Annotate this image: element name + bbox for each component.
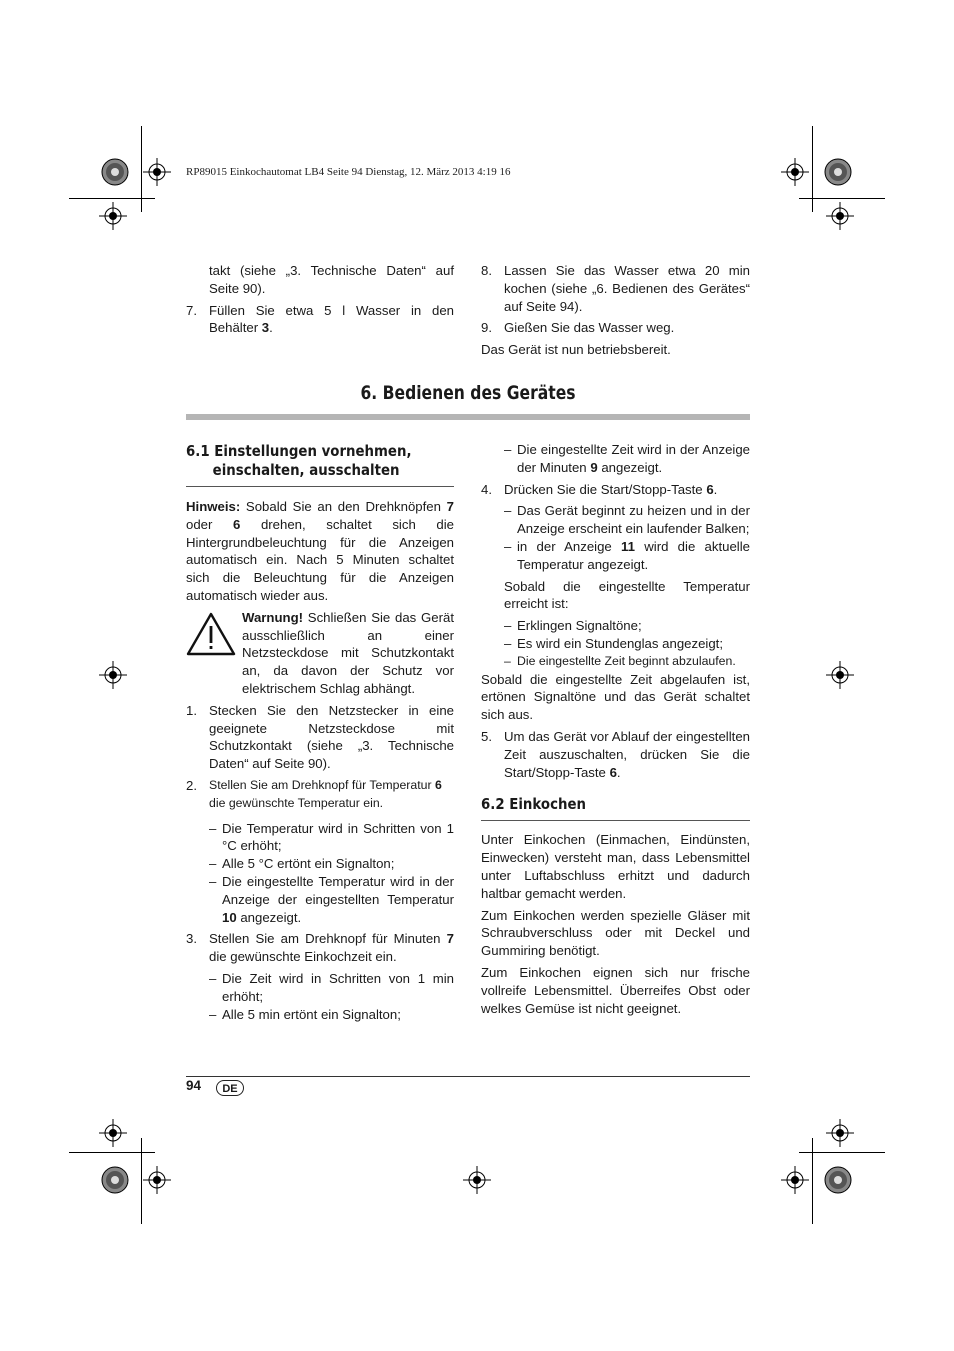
paragraph: Zum Einkochen eignen sich nur frische vollreife Lebensmittel. Überreifes Obst oder welkes Gemüse ist nicht geeignet. — [481, 964, 750, 1016]
registration-mark-icon — [826, 202, 854, 230]
ready-text: Das Gerät ist nun betriebsbereit. — [481, 342, 671, 358]
heading-6-2-rule — [481, 820, 750, 821]
color-target-icon — [102, 1167, 128, 1193]
step-5: 5. Um das Gerät vor Ablauf der eingestellten Zeit auszuschalten, drücken Sie die Start/Stopp-Taste 6. — [481, 728, 750, 780]
registration-mark-icon — [781, 158, 809, 186]
elapsed-text: Sobald die eingestellte Zeit abgelaufen ist, ertönen Signaltöne und das Gerät schaltet sich aus. — [481, 671, 750, 723]
registration-mark-icon — [99, 661, 127, 689]
paragraph: Unter Einkochen (Einmachen, Eindünsten, Einwecken) versteht man, dass Lebensmittel unter Luftabschluss erhitzt und dadurch haltbar gemacht werden. — [481, 832, 750, 901]
top-right-block — [481, 262, 750, 363]
heading-6-1-rule — [186, 486, 454, 487]
step-7: 7. Füllen Sie etwa 5 l Wasser in den Behälter 3. — [186, 302, 454, 336]
section-title: 6. Bedienen des Gerätes — [360, 382, 576, 404]
registration-mark-icon — [99, 202, 127, 230]
registration-mark-icon — [99, 1119, 127, 1147]
list-item: – Die eingestellte Temperatur wird in der Anzeige der eingestellten Temperatur 10 angezeigt. — [209, 873, 454, 925]
step-2-details — [186, 817, 454, 927]
footer-rule — [186, 1076, 750, 1077]
registration-mark-icon — [143, 158, 171, 186]
print-header: RP89015 Einkochautomat LB4 Seite 94 Dienstag, 12. März 2013 4:19 16 — [186, 166, 511, 178]
step-4-details — [481, 502, 750, 670]
list-item: – Die eingestellte Zeit wird in der Anzeige der Minuten 9 angezeigt. — [504, 442, 750, 475]
heading-6-1: 6.1 Einstellungen vornehmen, einschalten, ausschalten — [186, 442, 412, 479]
left-column — [186, 442, 454, 1023]
warning-block — [186, 609, 454, 698]
list-item: – Alle 5 min ertönt ein Signalton; — [209, 1006, 401, 1022]
list-item: – Alle 5 °C ertönt ein Signalton; — [209, 856, 395, 872]
list-item: – Die Temperatur wird in Schritten von 1 °C erhöht; — [209, 820, 454, 854]
step-4: 4. Drücken Sie die Start/Stopp-Taste 6. — [481, 481, 718, 497]
page-number: 94 — [186, 1078, 202, 1093]
warning-icon — [186, 609, 242, 698]
registration-mark-icon — [463, 1166, 491, 1194]
step-2: 2. Stellen Sie am Drehknopf für Temperatur 6 die gewünschte Temperatur ein. — [186, 777, 442, 810]
step-3-cont — [481, 441, 750, 477]
reached-text: Sobald die eingestellte Temperatur erreicht ist: — [504, 578, 750, 612]
note-paragraph: Hinweis: Sobald Sie an den Drehknöpfen 7 oder 6 drehen, schaltet sich die Hintergrundbeleuchtung für die Anzeigen automatisch ein. Nach 5 Minuten schaltet sich die Beleuchtung für die Anzeigen automatisch wieder aus. — [186, 499, 454, 603]
list-item: – Das Gerät beginnt zu heizen und in der Anzeige erscheint ein laufender Balken; — [504, 503, 750, 537]
color-target-icon — [825, 159, 851, 185]
right-column — [481, 441, 750, 1021]
list-item: – Die Zeit wird in Schritten von 1 min erhöht; — [209, 970, 454, 1004]
registration-mark-icon — [826, 1119, 854, 1147]
top-left-block — [186, 262, 454, 341]
step-3: 3. Stellen Sie am Drehknopf für Minuten 7 die gewünschte Einkochzeit ein. — [186, 931, 454, 965]
registration-mark-icon — [826, 661, 854, 689]
list-item: – in der Anzeige 11 wird die aktuelle Temperatur angezeigt. — [504, 538, 750, 572]
step-8: 8. Lassen Sie das Wasser etwa 20 min kochen (siehe „6. Bedienen des Gerätes“ auf Seite 94). — [481, 263, 750, 314]
section-title-rule — [186, 414, 750, 420]
language-badge: DE — [216, 1080, 244, 1096]
paragraph: Zum Einkochen werden spezielle Gläser mit Schraubverschluss oder mit Deckel und Gummiring benötigt. — [481, 907, 750, 959]
list-item: – Erklingen Signaltöne; — [504, 618, 642, 634]
color-target-icon — [102, 159, 128, 185]
list-item: – Die eingestellte Zeit beginnt abzulaufen. — [504, 653, 736, 668]
warning-text: Warnung! Schließen Sie das Gerät ausschließlich an einer Netzsteckdose mit Schutzkontakt an, da davon der Schutz vor elektrischem Schlag abhängt. — [242, 609, 454, 696]
step-9: 9. Gießen Sie das Wasser weg. — [481, 320, 675, 336]
list-item: – Es wird ein Stundenglas angezeigt; — [504, 635, 724, 651]
step-1: 1. Stecken Sie den Netzstecker in eine geeignete Netzsteckdose mit Schutzkontakt (siehe „3. Technische Daten“ auf Seite 90). — [186, 702, 454, 772]
color-target-icon — [825, 1167, 851, 1193]
registration-mark-icon — [143, 1166, 171, 1194]
continued-text: takt (siehe „3. Technische Daten“ auf Seite 90). — [209, 263, 454, 296]
heading-6-2: 6.2 Einkochen — [481, 795, 587, 814]
registration-mark-icon — [781, 1166, 809, 1194]
step-3-details — [186, 970, 454, 1023]
